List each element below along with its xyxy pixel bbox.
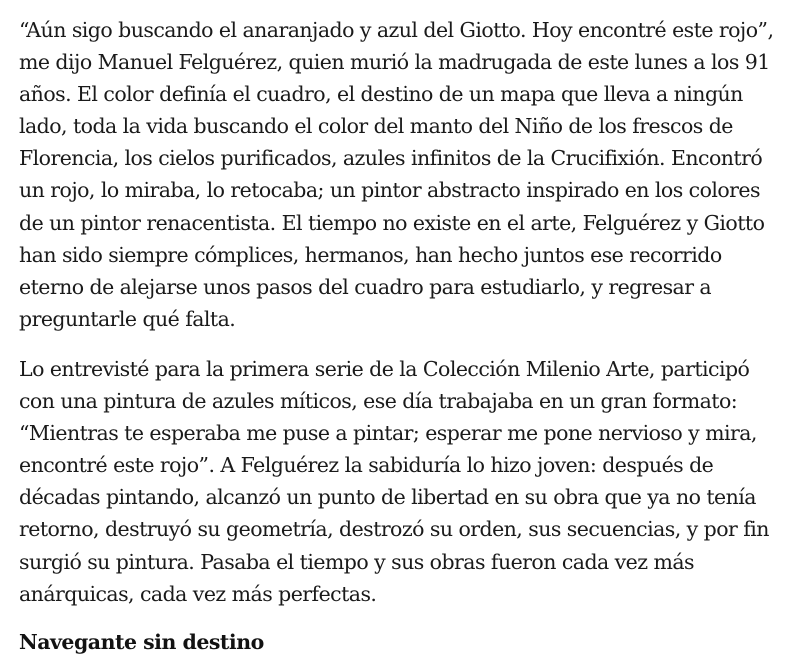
article-paragraph-2: Lo entrevisté para la primera serie de la Colección Milenio Arte, participó con una pintura de azules míticos, ese día trabajaba en un gran formato: “Mientras te esperaba me puse a pintar; esperar me pone nervioso y mira, encontré este rojo”. A Felguérez la sabiduría lo hizo joven: después de décadas pintando, alcanzó un punto de libertad en su obra que ya no tenía retorno, destruyó su geometría, destrozó su orden, sus secuencias, y por fin surgió su pintura. Pasaba el tiempo y sus obras fueron cada vez más anárquicas, cada vez más perfectas.: [19, 356, 769, 606]
section-subheading: Navegante sin destino: [19, 629, 264, 654]
article-paragraph-1: “Aún sigo buscando el anaranjado y azul del Giotto. Hoy encontré este rojo”, me dijo Manuel Felguérez, quien murió la madrugada de este lunes a los 91 años. El color definía el cuadro, el destino de un mapa que lleva a ningún lado, toda la vida buscando el color del manto del Niño de los frescos de Florencia, los cielos purificados, azules infinitos de la Crucifixión. Encontró un rojo, lo miraba, lo retocaba; un pintor abstracto inspirado en los colores de un pintor renacentista. El tiempo no existe en el arte, Felguérez y Giotto han sido siempre cómplices, hermanos, han hecho juntos ese recorrido eterno de alejarse unos pasos del cuadro para estudiarlo, y regresar a preguntarle qué falta.: [19, 18, 774, 331]
